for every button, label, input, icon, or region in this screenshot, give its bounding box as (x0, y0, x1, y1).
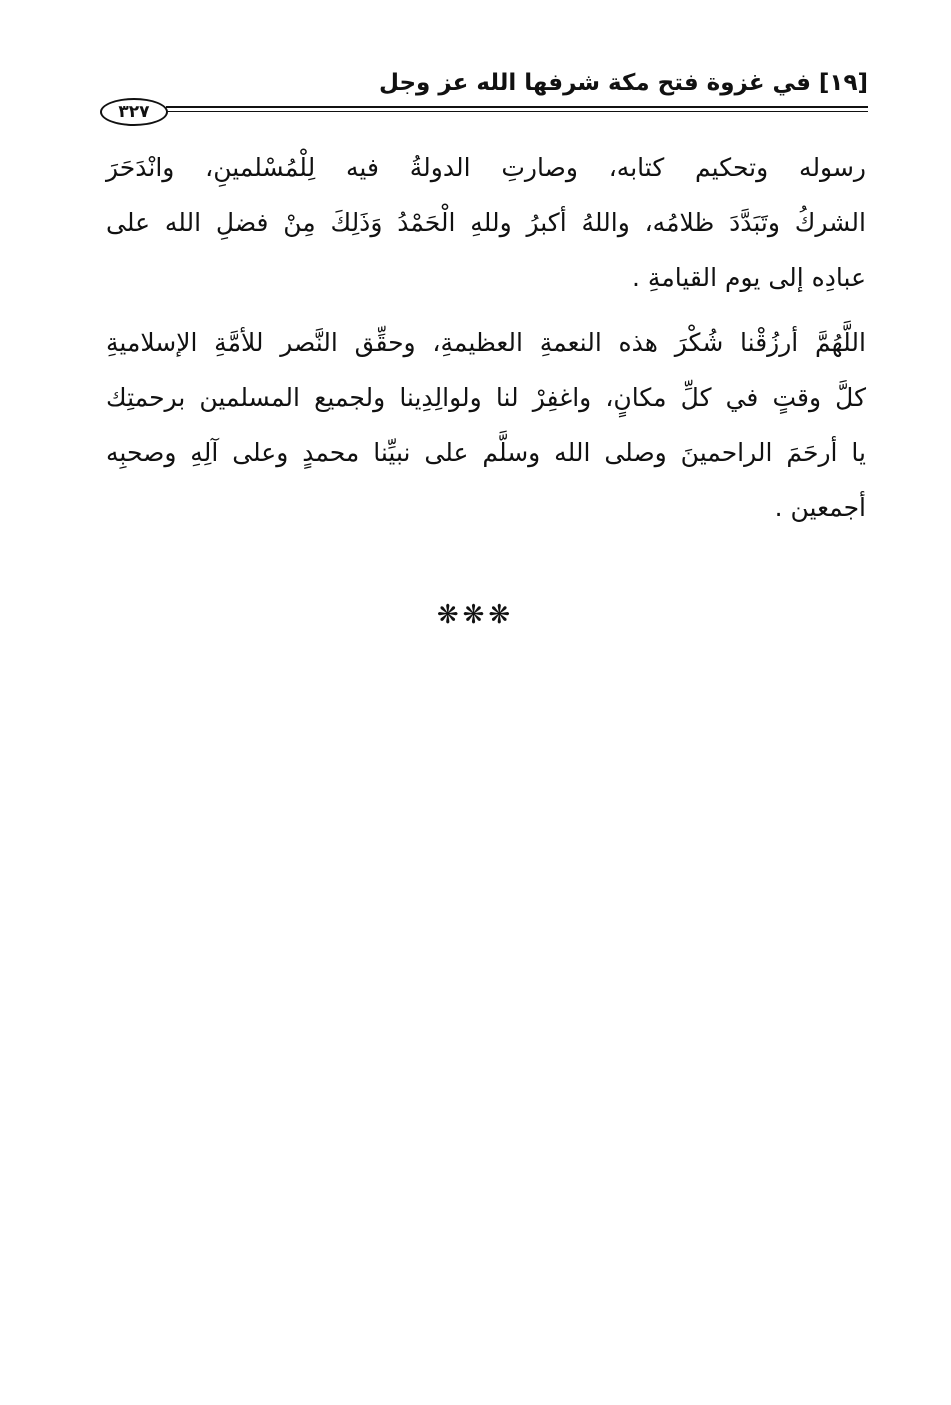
body-text (106, 140, 866, 535)
header-rule (166, 106, 868, 108)
header-rule-thin (166, 111, 868, 112)
text-line: رسوله وتحكيم كتابه، وصارتِ الدولةُ فيه لِلْمُسْلمينِ، وانْدَحَرَ (106, 153, 866, 182)
chapter-title: [١٩] في غزوة فتح مكة شرفها الله عز وجل (378, 70, 868, 96)
paragraph-1 (106, 140, 866, 305)
text-line: الشركُ وتَبَدَّدَ ظلامُه، واللهُ أكبرُ وللهِ الْحَمْدُ وَذَلِكَ مِنْ فضلِ الله على (106, 208, 866, 237)
paragraph-gap (106, 305, 866, 315)
text-line: كلَّ وقتٍ في كلِّ مكانٍ، واغفِرْ لنا ولوالِدِينا ولجميع المسلمين برحمتِك (106, 383, 866, 412)
paragraph-2 (106, 315, 866, 535)
running-header (100, 62, 868, 122)
text-line: يا أرحَمَ الراحمينَ وصلى الله وسلَّم على نبيِّنا محمدٍ وعلى آلِهِ وصحبِه (106, 438, 866, 467)
page-number: ٣٢٧ (100, 98, 168, 126)
text-line: عبادِه إلى يوم القيامةِ . (632, 263, 866, 292)
section-separator: ❋❋❋ (436, 600, 515, 630)
text-line: اللَّهُمَّ أرزُقْنا شُكْرَ هذه النعمةِ العظيمةِ، وحقِّق النَّصر للأمَّةِ الإسلاميةِ (106, 328, 866, 357)
text-line: أجمعين . (774, 493, 866, 522)
